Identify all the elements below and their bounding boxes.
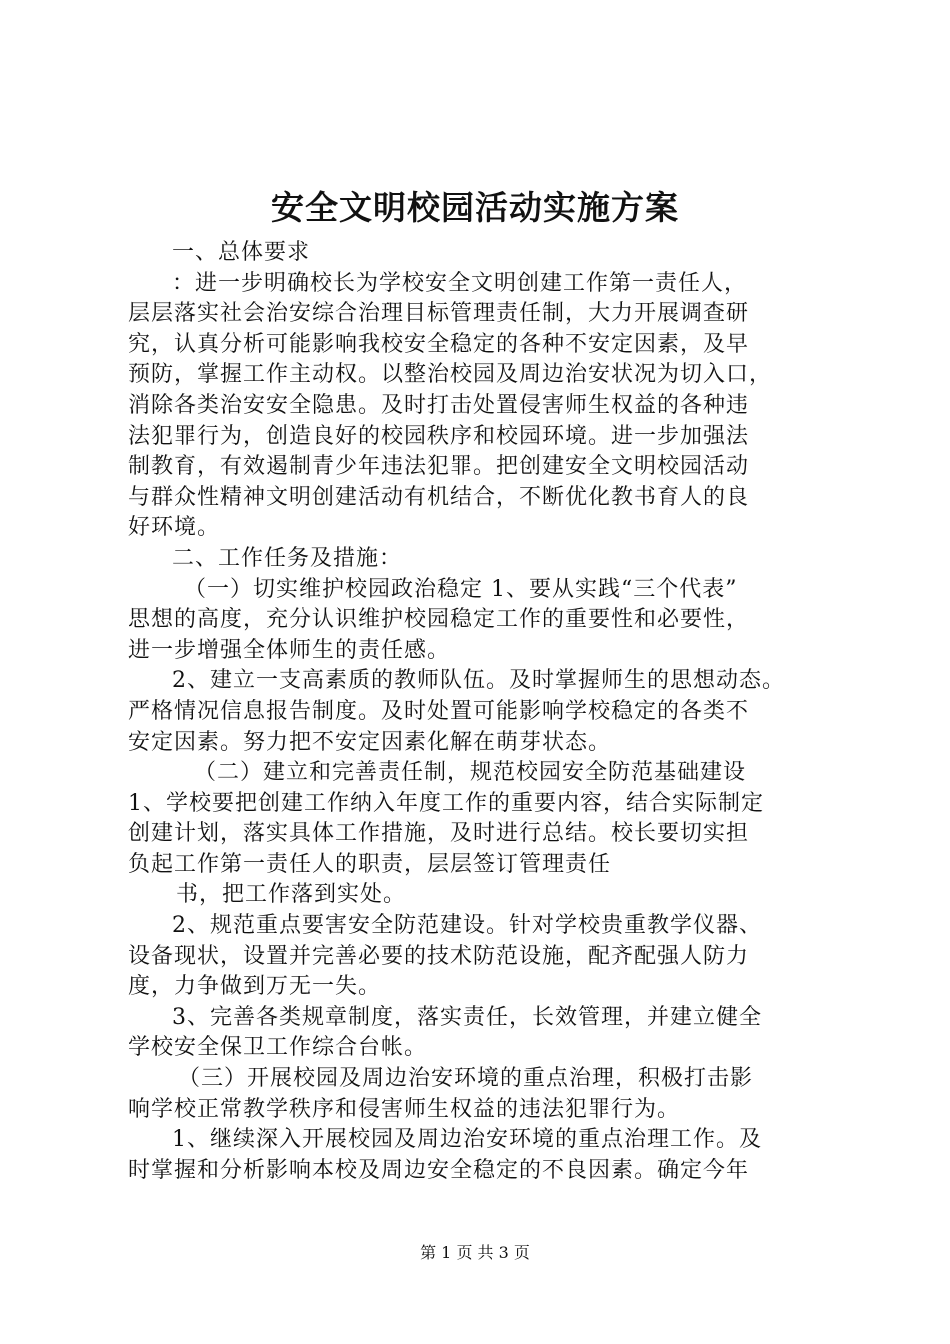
page-footer: 第 1 页 共 3 页 [420, 1243, 530, 1262]
section-heading: 二、工作任务及措施： [172, 545, 403, 571]
paragraph-line: 负起工作第一责任人的职责，层层签订管理责任 [128, 851, 612, 877]
subsection-heading: （三）开展校园及周边治安环境的重点治理，积极打击影 [178, 1066, 754, 1092]
paragraph-line: 究，认真分析可能影响我校安全稳定的各种不安定因素，及早 [128, 331, 750, 357]
paragraph-line: 响学校正常教学秩序和侵害师生权益的违法犯罪行为。 [128, 1096, 681, 1122]
subsection-heading: （二）建立和完善责任制，规范校园安全防范基础建设 [194, 760, 747, 786]
paragraph-line: 制教育，有效遏制青少年违法犯罪。把创建安全文明校园活动 [128, 454, 750, 480]
subsection-heading: （一）切实维护校园政治稳定 1、要从实践“三个代表” [184, 576, 738, 602]
paragraph-line: 2、规范重点要害安全防范建设。针对学校贵重教学仪器、 [172, 913, 762, 939]
paragraph-line: 3、完善各类规章制度，落实责任，长效管理，并建立健全 [172, 1004, 762, 1030]
paragraph-line: 安定因素。努力把不安定因素化解在萌芽状态。 [128, 729, 612, 755]
paragraph-line: 时掌握和分析影响本校及周边安全稳定的不良因素。确定今年 [128, 1157, 750, 1183]
paragraph-line: 1、学校要把创建工作纳入年度工作的重要内容，结合实际制定 [128, 790, 764, 816]
paragraph-line: 学校安全保卫工作综合台帐。 [128, 1035, 428, 1061]
paragraph-line: 2、建立一支高素质的教师队伍。及时掌握师生的思想动态。 [172, 668, 785, 694]
paragraph-line: 思想的高度，充分认识维护校园稳定工作的重要性和必要性， [128, 607, 750, 633]
paragraph-line: 好环境。 [128, 515, 221, 541]
paragraph-line: 创建计划，落实具体工作措施，及时进行总结。校长要切实担 [128, 821, 750, 847]
paragraph-line: 消除各类治安安全隐患。及时打击处置侵害师生权益的各种违 [128, 392, 750, 418]
paragraph-line: 预防，掌握工作主动权。以整治校园及周边治安状况为切入口， [128, 362, 773, 388]
paragraph-line: 进一步增强全体师生的责任感。 [128, 637, 451, 663]
paragraph-line: 书，把工作落到实处。 [176, 882, 407, 908]
paragraph-line: 法犯罪行为，创造良好的校园秩序和校园环境。进一步加强法 [128, 423, 750, 449]
paragraph-line: ：进一步明确校长为学校安全文明创建工作第一责任人， [172, 270, 748, 296]
paragraph-line: 与群众性精神文明创建活动有机结合，不断优化教书育人的良 [128, 484, 750, 510]
paragraph-line: 严格情况信息报告制度。及时处置可能影响学校稳定的各类不 [128, 698, 750, 724]
paragraph-line: 层层落实社会治安综合治理目标管理责任制，大力开展调查研 [128, 301, 750, 327]
section-heading: 一、总体要求 [172, 240, 311, 265]
paragraph-line: 设备现状，设置并完善必要的技术防范设施，配齐配强人防力 [128, 943, 750, 969]
paragraph-line: 1、继续深入开展校园及周边治安环境的重点治理工作。及 [172, 1127, 762, 1153]
document-title: 安全文明校园活动实施方案 [271, 188, 679, 227]
document-body [128, 238, 834, 1186]
paragraph-line: 度，力争做到万无一失。 [128, 974, 382, 1000]
